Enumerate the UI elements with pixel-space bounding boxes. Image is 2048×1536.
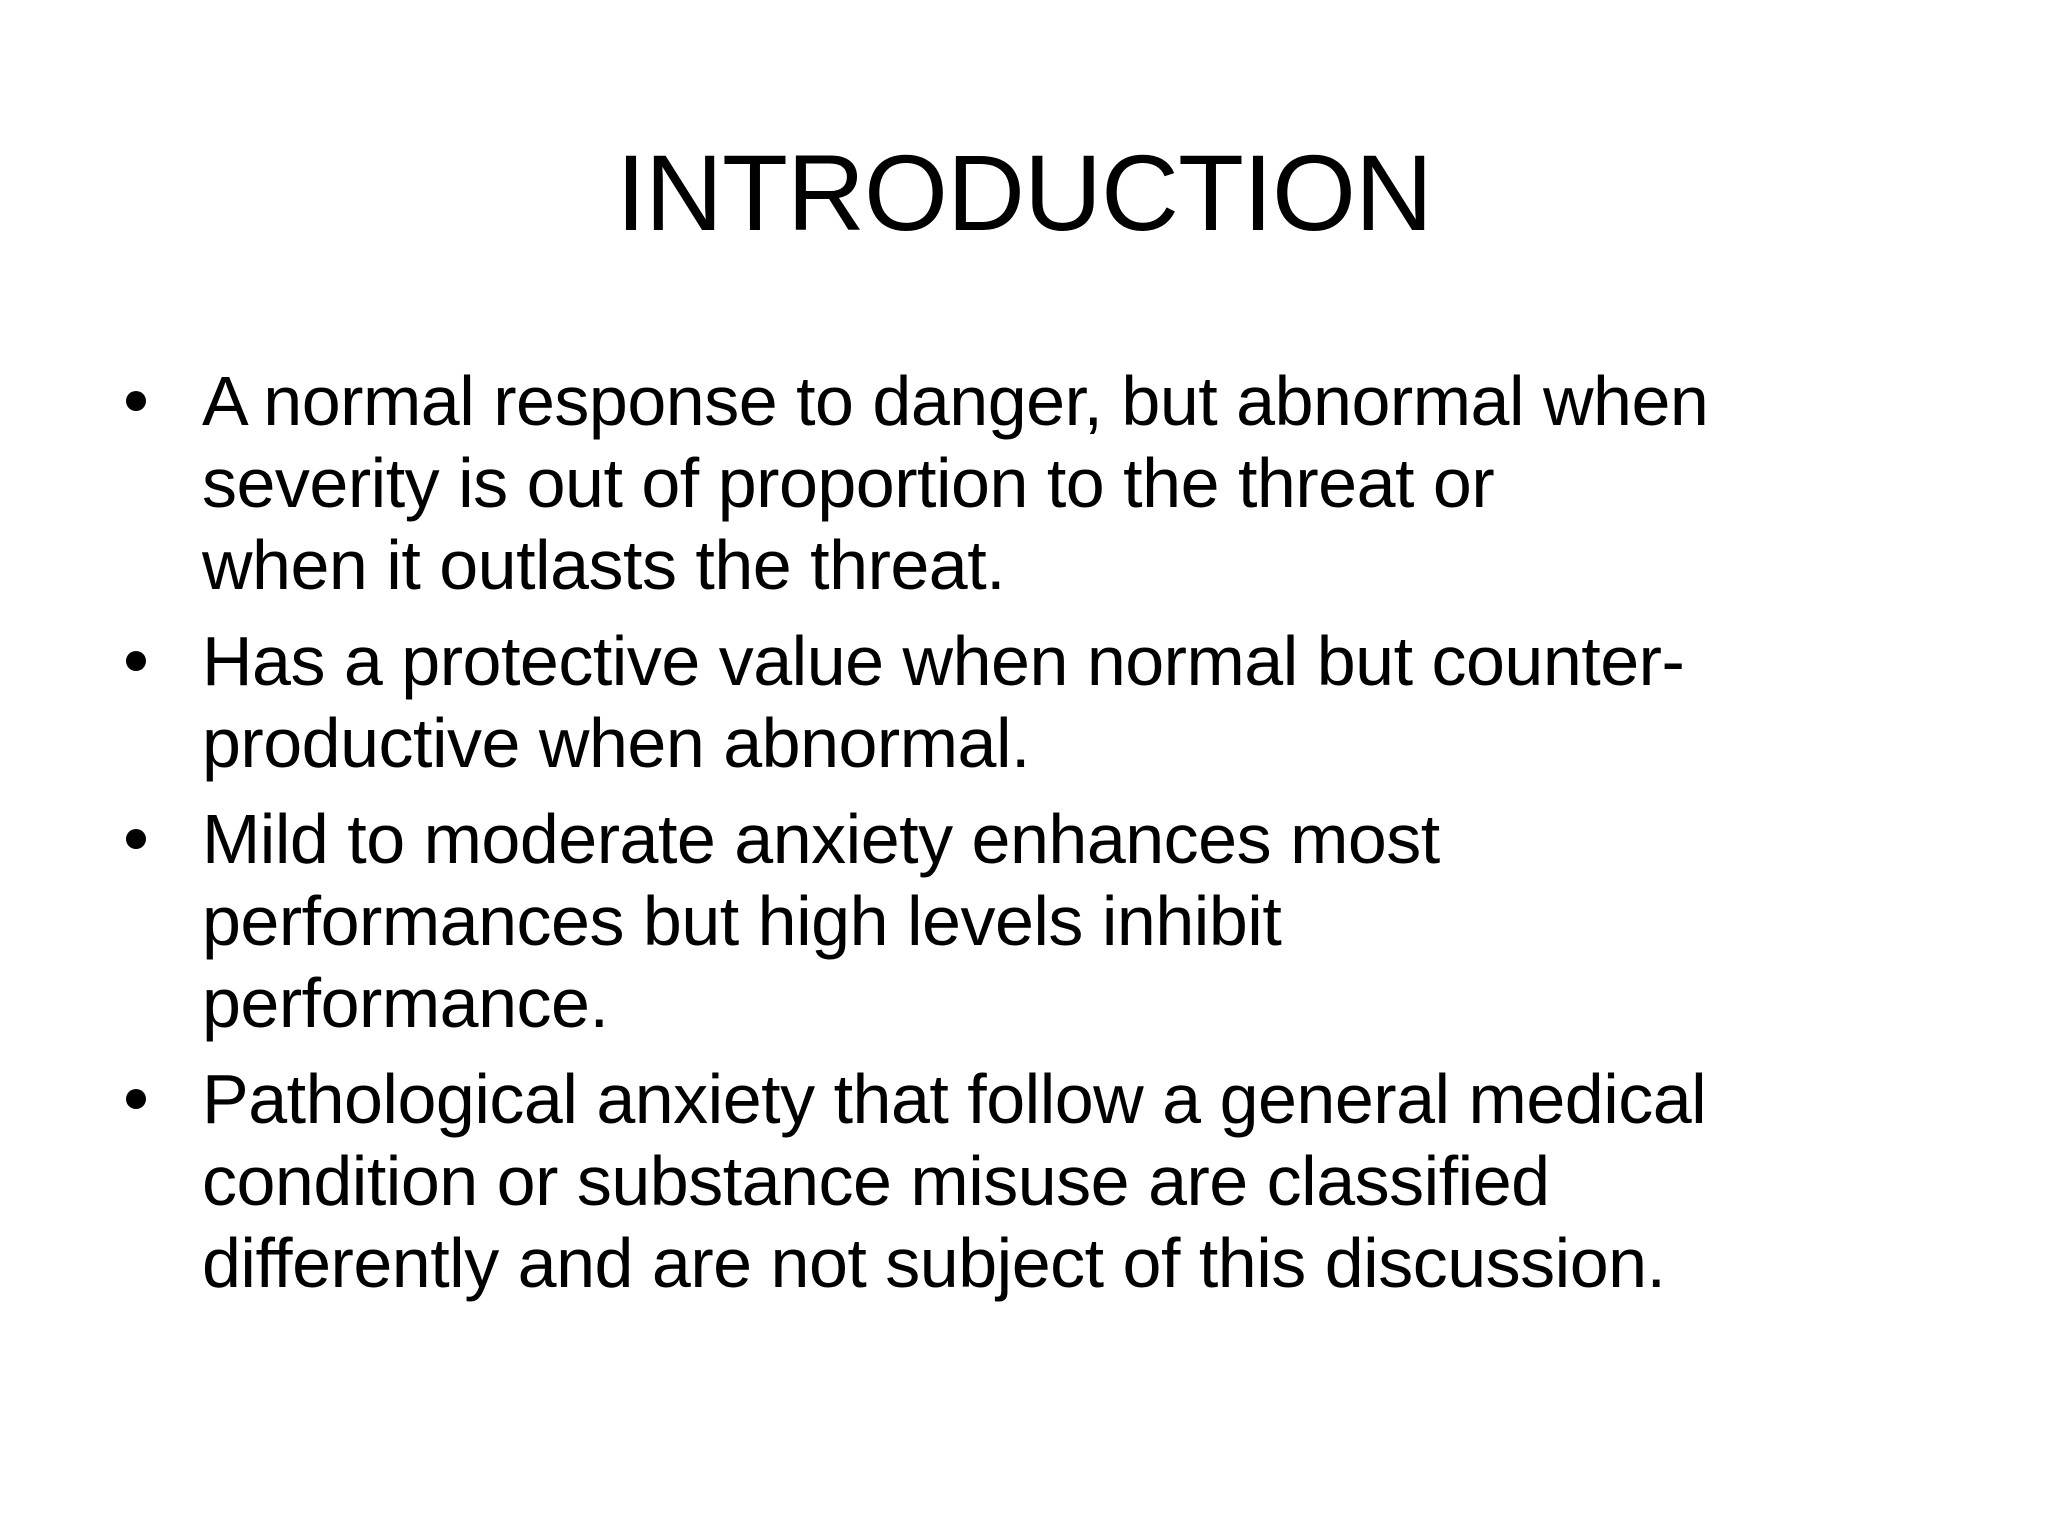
bullet-line: when it outlasts the threat. [202, 526, 1006, 604]
bullet-item [118, 360, 1968, 606]
bullet-line: condition or substance misuse are classified [202, 1142, 1550, 1220]
bullet-item [118, 798, 1968, 1044]
bullet-line: performance. [202, 964, 609, 1042]
bullet-list [118, 360, 1968, 1318]
bullet-line: Has a protective value when normal but counter- [202, 622, 1685, 700]
bullet-line: productive when abnormal. [202, 704, 1030, 782]
bullet-line: performances but high levels inhibit [202, 882, 1282, 960]
bullet-text [202, 798, 1968, 1044]
bullet-line: differently and are not subject of this discussion. [202, 1224, 1666, 1302]
bullet-item [118, 1058, 1968, 1304]
bullet-line: Mild to moderate anxiety enhances most [202, 800, 1440, 878]
bullet-text [202, 620, 1968, 784]
bullet-text [202, 360, 1968, 606]
bullet-item [118, 620, 1968, 784]
bullet-line: A normal response to danger, but abnormal when [202, 362, 1709, 440]
bullet-dot-icon [126, 1089, 146, 1109]
bullet-line: severity is out of proportion to the threat or [202, 444, 1495, 522]
slide-title: INTRODUCTION [616, 132, 1432, 253]
bullet-dot-icon [126, 391, 146, 411]
bullet-dot-icon [126, 651, 146, 671]
bullet-text [202, 1058, 1968, 1304]
bullet-dot-icon [126, 829, 146, 849]
bullet-line: Pathological anxiety that follow a general medical [202, 1060, 1707, 1138]
